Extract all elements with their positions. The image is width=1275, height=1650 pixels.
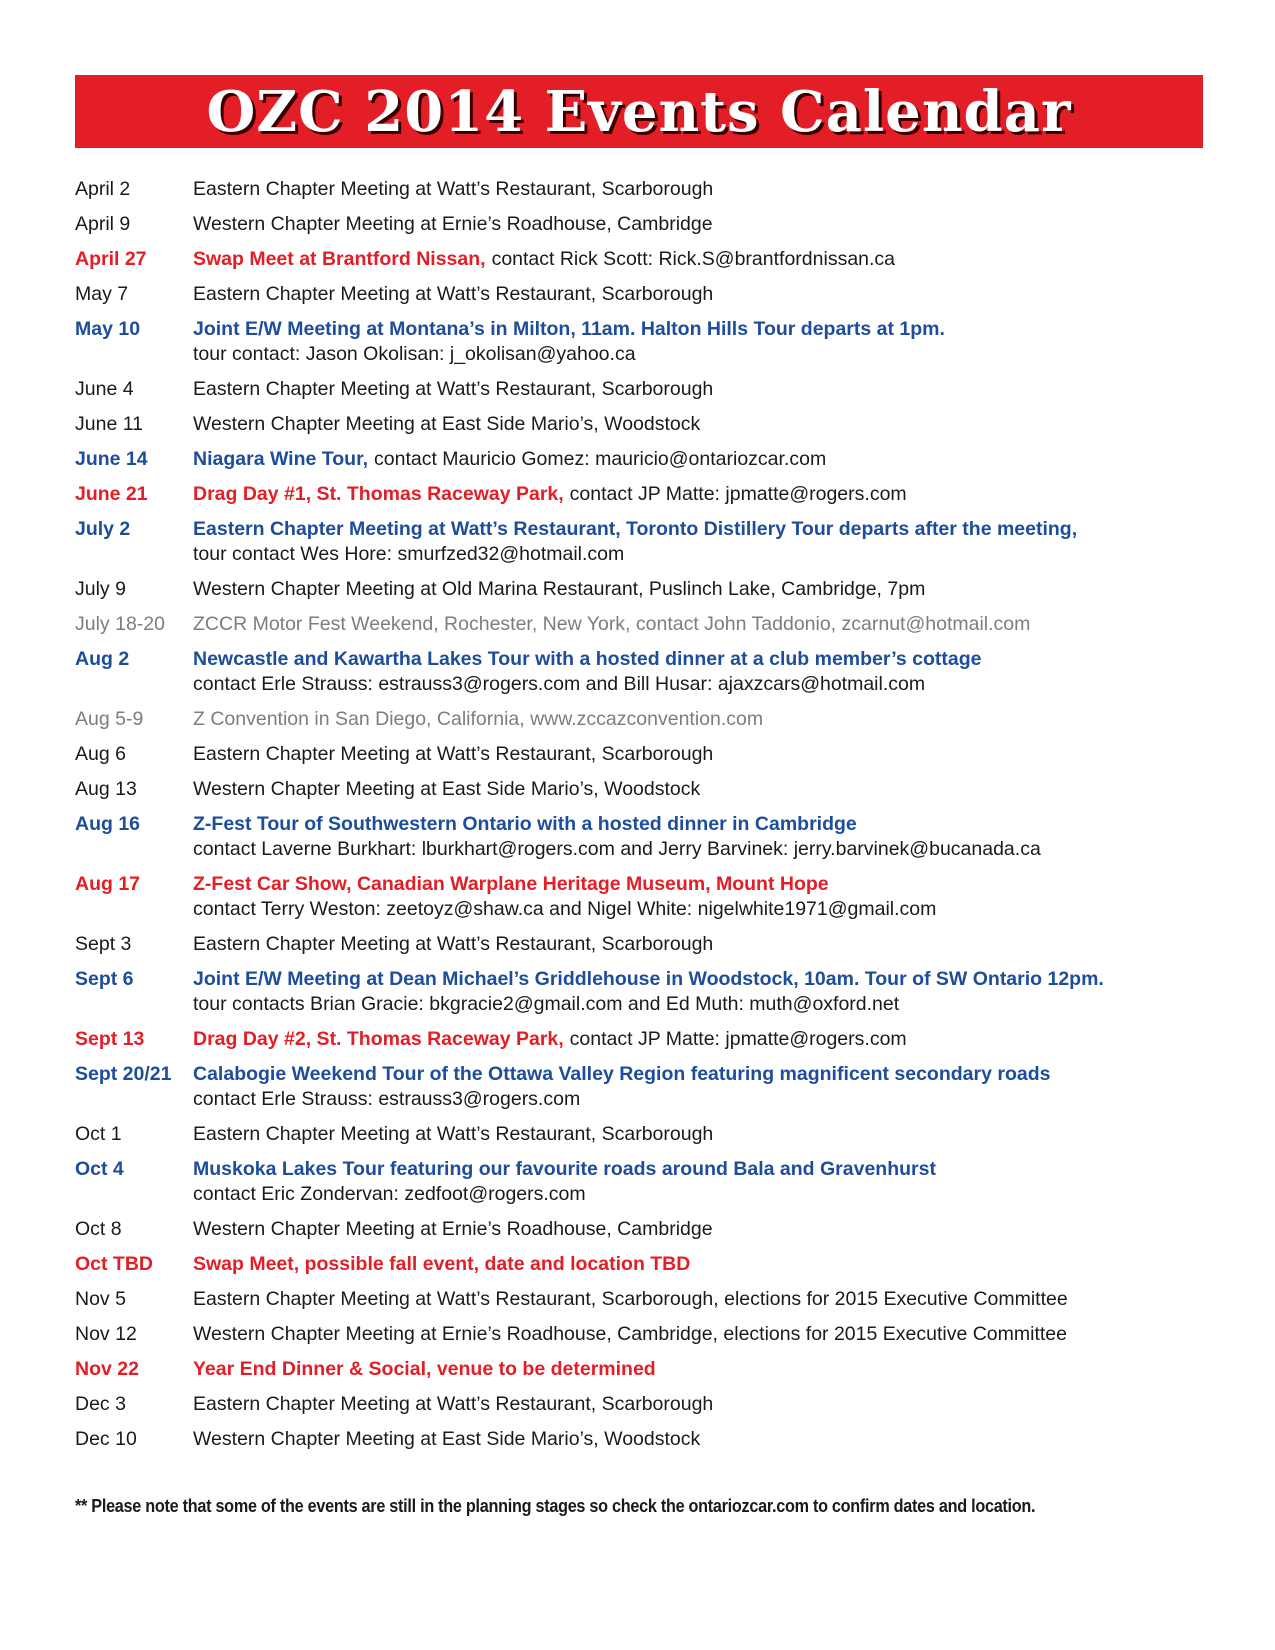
event-detail: Eastern Chapter Meeting at Watt’s Restaurant, Scarborough bbox=[193, 378, 714, 400]
event-headline: Drag Day #1, St. Thomas Raceway Park, bbox=[193, 483, 564, 505]
event-row bbox=[75, 647, 1203, 697]
event-date: May 10 bbox=[75, 318, 141, 340]
event-date: Nov 5 bbox=[75, 1288, 126, 1310]
event-headline: Year End Dinner & Social, venue to be determined bbox=[193, 1358, 656, 1380]
event-contact: contact Laverne Burkhart: lburkhart@rogers.com and Jerry Barvinek: jerry.barvinek@bucanada.ca bbox=[193, 838, 1041, 860]
event-row bbox=[75, 482, 1203, 507]
event-row bbox=[75, 517, 1203, 567]
event-row bbox=[75, 412, 1203, 437]
event-detail: contact Rick Scott: Rick.S@brantfordnissan.ca bbox=[491, 248, 896, 270]
event-date: April 27 bbox=[75, 248, 147, 270]
event-row bbox=[75, 777, 1203, 802]
event-detail: Western Chapter Meeting at East Side Mario’s, Woodstock bbox=[193, 413, 701, 435]
event-date: Dec 10 bbox=[75, 1428, 137, 1450]
event-description bbox=[193, 1157, 1203, 1207]
event-description bbox=[193, 967, 1203, 1017]
event-detail: Eastern Chapter Meeting at Watt’s Restaurant, Scarborough bbox=[193, 743, 714, 765]
event-description bbox=[193, 707, 1203, 732]
event-detail: Western Chapter Meeting at Ernie’s Roadhouse, Cambridge bbox=[193, 1218, 713, 1240]
event-row bbox=[75, 932, 1203, 957]
event-contact: contact Eric Zondervan: zedfoot@rogers.com bbox=[193, 1183, 586, 1205]
page-title: OZC 2014 Events Calendar bbox=[206, 78, 1072, 145]
event-detail: Western Chapter Meeting at Ernie’s Roadhouse, Cambridge, elections for 2015 Executive Committee bbox=[193, 1323, 1067, 1345]
event-description bbox=[193, 1122, 1203, 1147]
event-headline: Muskoka Lakes Tour featuring our favourite roads around Bala and Gravenhurst bbox=[193, 1158, 936, 1180]
event-date: Sept 3 bbox=[75, 933, 132, 955]
event-detail: Western Chapter Meeting at East Side Mario’s, Woodstock bbox=[193, 1428, 701, 1450]
event-row bbox=[75, 1217, 1203, 1242]
event-row bbox=[75, 577, 1203, 602]
event-headline: Joint E/W Meeting at Dean Michael’s Griddlehouse in Woodstock, 10am. Tour of SW Ontario 12pm. bbox=[193, 968, 1104, 990]
event-detail: contact JP Matte: jpmatte@rogers.com bbox=[569, 1028, 907, 1050]
event-row bbox=[75, 1062, 1203, 1112]
event-description bbox=[193, 282, 1203, 307]
event-row bbox=[75, 377, 1203, 402]
event-contact: tour contact: Jason Okolisan: j_okolisan@yahoo.ca bbox=[193, 343, 636, 365]
title-banner bbox=[75, 75, 1203, 148]
event-row bbox=[75, 177, 1203, 202]
event-row bbox=[75, 612, 1203, 637]
event-headline: Swap Meet, possible fall event, date and location TBD bbox=[193, 1253, 691, 1275]
event-date: July 2 bbox=[75, 518, 131, 540]
event-date: Oct 8 bbox=[75, 1218, 122, 1240]
event-headline: Z-Fest Car Show, Canadian Warplane Heritage Museum, Mount Hope bbox=[193, 873, 829, 895]
event-description bbox=[193, 517, 1203, 567]
event-contact: contact Erle Strauss: estrauss3@rogers.com bbox=[193, 1088, 581, 1110]
event-row bbox=[75, 812, 1203, 862]
event-detail: Eastern Chapter Meeting at Watt’s Restaurant, Scarborough bbox=[193, 178, 714, 200]
event-detail: Eastern Chapter Meeting at Watt’s Restaurant, Scarborough bbox=[193, 1123, 714, 1145]
event-description bbox=[193, 932, 1203, 957]
event-date: Aug 5-9 bbox=[75, 708, 144, 730]
event-date: Aug 6 bbox=[75, 743, 126, 765]
event-date: May 7 bbox=[75, 283, 129, 305]
event-detail: Eastern Chapter Meeting at Watt’s Restaurant, Scarborough bbox=[193, 933, 714, 955]
event-date: June 11 bbox=[75, 413, 143, 435]
event-detail: Eastern Chapter Meeting at Watt’s Restaurant, Scarborough bbox=[193, 283, 714, 305]
event-date: June 21 bbox=[75, 483, 148, 505]
event-row bbox=[75, 212, 1203, 237]
event-description bbox=[193, 1357, 1203, 1382]
event-description bbox=[193, 1027, 1203, 1052]
event-date: Oct 1 bbox=[75, 1123, 122, 1145]
event-detail: Eastern Chapter Meeting at Watt’s Restaurant, Scarborough bbox=[193, 1393, 714, 1415]
event-description bbox=[193, 1287, 1203, 1312]
event-date: June 4 bbox=[75, 378, 134, 400]
event-description bbox=[193, 612, 1203, 637]
event-description bbox=[193, 777, 1203, 802]
event-headline: Z-Fest Tour of Southwestern Ontario with a hosted dinner in Cambridge bbox=[193, 813, 857, 835]
event-date: Sept 20/21 bbox=[75, 1063, 172, 1085]
event-row bbox=[75, 872, 1203, 922]
event-headline: Calabogie Weekend Tour of the Ottawa Valley Region featuring magnificent secondary roads bbox=[193, 1063, 1051, 1085]
event-date: Dec 3 bbox=[75, 1393, 126, 1415]
event-detail: Z Convention in San Diego, California, www.zccazconvention.com bbox=[193, 708, 764, 730]
event-date: Aug 2 bbox=[75, 648, 130, 670]
event-row bbox=[75, 247, 1203, 272]
event-description bbox=[193, 447, 1203, 472]
event-row bbox=[75, 1027, 1203, 1052]
event-headline: Drag Day #2, St. Thomas Raceway Park, bbox=[193, 1028, 564, 1050]
event-date: Oct 4 bbox=[75, 1158, 124, 1180]
event-contact: tour contacts Brian Gracie: bkgracie2@gmail.com and Ed Muth: muth@oxford.net bbox=[193, 993, 900, 1015]
event-contact: contact Erle Strauss: estrauss3@rogers.com and Bill Husar: ajaxzcars@hotmail.com bbox=[193, 673, 926, 695]
event-date: Nov 22 bbox=[75, 1358, 139, 1380]
event-date: Oct TBD bbox=[75, 1253, 153, 1275]
event-row bbox=[75, 1122, 1203, 1147]
event-date: April 2 bbox=[75, 178, 131, 200]
event-detail: contact JP Matte: jpmatte@rogers.com bbox=[569, 483, 907, 505]
event-row bbox=[75, 1357, 1203, 1382]
event-detail: Western Chapter Meeting at Old Marina Restaurant, Puslinch Lake, Cambridge, 7pm bbox=[193, 578, 926, 600]
event-description bbox=[193, 377, 1203, 402]
event-row bbox=[75, 1322, 1203, 1347]
event-date: Aug 13 bbox=[75, 778, 137, 800]
event-row bbox=[75, 282, 1203, 307]
event-description bbox=[193, 742, 1203, 767]
event-description bbox=[193, 647, 1203, 697]
event-description bbox=[193, 1217, 1203, 1242]
event-description bbox=[193, 812, 1203, 862]
event-date: July 18-20 bbox=[75, 613, 165, 635]
event-row bbox=[75, 1392, 1203, 1417]
event-description bbox=[193, 482, 1203, 507]
event-description bbox=[193, 577, 1203, 602]
event-headline: Niagara Wine Tour, bbox=[193, 448, 368, 470]
event-headline: Swap Meet at Brantford Nissan, bbox=[193, 248, 486, 270]
footnote: ** Please note that some of the events are still in the planning stages so check the ontariozcar.com to confirm dates and location. bbox=[75, 1496, 1036, 1516]
event-date: Sept 13 bbox=[75, 1028, 145, 1050]
event-date: Aug 17 bbox=[75, 873, 141, 895]
event-contact: tour contact Wes Hore: smurfzed32@hotmail.com bbox=[193, 543, 625, 565]
event-description bbox=[193, 212, 1203, 237]
event-row bbox=[75, 707, 1203, 732]
event-date: Aug 16 bbox=[75, 813, 141, 835]
event-description bbox=[193, 177, 1203, 202]
event-description bbox=[193, 1062, 1203, 1112]
event-detail: Western Chapter Meeting at East Side Mario’s, Woodstock bbox=[193, 778, 701, 800]
event-description bbox=[193, 872, 1203, 922]
event-description bbox=[193, 317, 1203, 367]
event-description bbox=[193, 1252, 1203, 1277]
event-description bbox=[193, 412, 1203, 437]
event-row bbox=[75, 447, 1203, 472]
event-date: Nov 12 bbox=[75, 1323, 137, 1345]
event-date: June 14 bbox=[75, 448, 148, 470]
event-date: July 9 bbox=[75, 578, 126, 600]
event-row bbox=[75, 1427, 1203, 1452]
event-row bbox=[75, 1252, 1203, 1277]
events-list bbox=[75, 177, 1203, 1462]
event-row bbox=[75, 1287, 1203, 1312]
event-detail: Eastern Chapter Meeting at Watt’s Restaurant, Scarborough, elections for 2015 Executive Committee bbox=[193, 1288, 1068, 1310]
event-row bbox=[75, 317, 1203, 367]
event-detail: Western Chapter Meeting at Ernie’s Roadhouse, Cambridge bbox=[193, 213, 713, 235]
event-detail: contact Mauricio Gomez: mauricio@ontariozcar.com bbox=[374, 448, 827, 470]
event-row bbox=[75, 742, 1203, 767]
event-row bbox=[75, 1157, 1203, 1207]
event-contact: contact Terry Weston: zeetoyz@shaw.ca and Nigel White: nigelwhite1971@gmail.com bbox=[193, 898, 937, 920]
event-headline: Eastern Chapter Meeting at Watt’s Restaurant, Toronto Distillery Tour departs after the meeting, bbox=[193, 518, 1078, 540]
event-date: April 9 bbox=[75, 213, 131, 235]
event-description bbox=[193, 1392, 1203, 1417]
event-description bbox=[193, 1427, 1203, 1452]
event-row bbox=[75, 967, 1203, 1017]
event-date: Sept 6 bbox=[75, 968, 134, 990]
event-detail: ZCCR Motor Fest Weekend, Rochester, New York, contact John Taddonio, zcarnut@hotmail.com bbox=[193, 613, 1031, 635]
event-description bbox=[193, 247, 1203, 272]
event-headline: Newcastle and Kawartha Lakes Tour with a hosted dinner at a club member’s cottage bbox=[193, 648, 982, 670]
event-description bbox=[193, 1322, 1203, 1347]
event-headline: Joint E/W Meeting at Montana’s in Milton, 11am. Halton Hills Tour departs at 1pm. bbox=[193, 318, 945, 340]
